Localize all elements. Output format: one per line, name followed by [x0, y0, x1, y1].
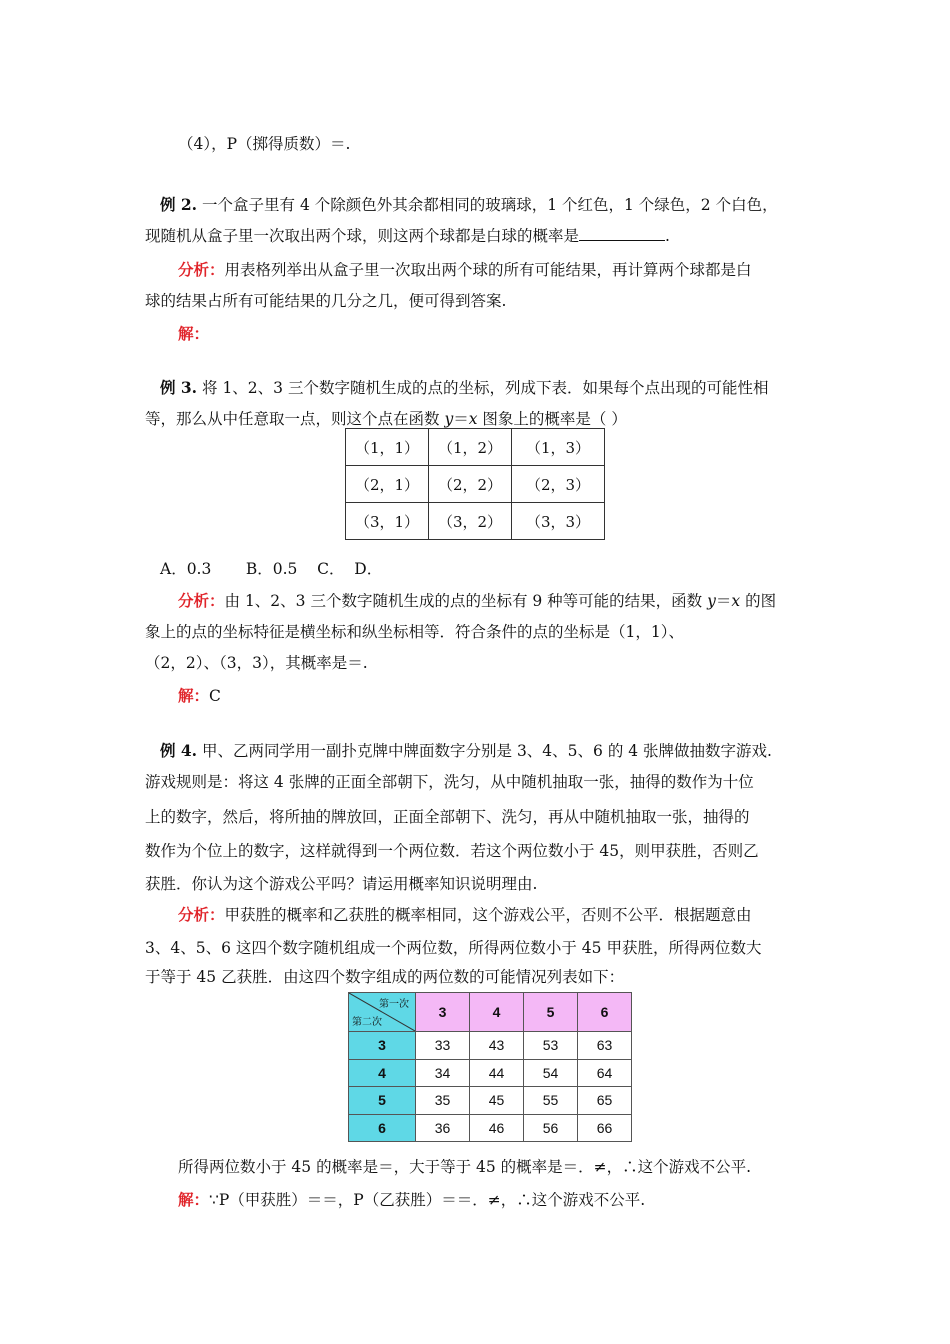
table-cell: 56: [524, 1114, 578, 1142]
ex3-analysis-line3: （2，2）、（3，3），其概率是＝.: [145, 654, 368, 672]
ex4-line4: 数作为个位上的数字，这样就得到一个两位数．若这个两位数小于 45，则甲获胜，否则乙: [145, 842, 759, 860]
corner-top-label: 第一次: [379, 999, 409, 1010]
row-header: 3: [349, 1032, 416, 1060]
equals-sign: ＝: [453, 410, 469, 428]
column-header: 5: [524, 993, 578, 1032]
ex3-line2: [145, 408, 627, 430]
table-row: [346, 466, 605, 503]
table-row: [349, 1059, 632, 1087]
answer-blank: [579, 226, 665, 241]
ex4-analysis-line2: 3、4、5、6 这四个数字随机组成一个两位数，所得两位数小于 45 甲获胜，所得两位数大: [145, 939, 762, 957]
table-cell: 43: [470, 1032, 524, 1060]
ex4-analysis-label: 分析：: [178, 905, 225, 924]
table-cell: 66: [578, 1114, 632, 1142]
table-row: [349, 1114, 632, 1142]
ex2-solution-label: 解：: [178, 324, 210, 343]
ex3-solution-value: C: [209, 687, 221, 705]
table-cell: （2，2）: [429, 466, 512, 503]
table-cell: 65: [578, 1087, 632, 1115]
row-header: 4: [349, 1059, 416, 1087]
table-cell: 34: [416, 1059, 470, 1087]
column-header: 3: [416, 993, 470, 1032]
table-cell: 45: [470, 1087, 524, 1115]
row-header: 6: [349, 1114, 416, 1142]
table-cell: （2，3）: [512, 466, 605, 503]
ex2-solution: [178, 323, 209, 345]
table-cell: 64: [578, 1059, 632, 1087]
ex4-analysis-line3: 于等于 45 乙获胜．由这四个数字组成的两位数的可能情况列表如下：: [145, 968, 625, 986]
var-y: y: [444, 410, 454, 428]
table-row: [349, 1032, 632, 1060]
ex4-solution: [178, 1189, 645, 1211]
var-x: x: [468, 410, 478, 428]
ex3-analysis-text1b: 的图: [740, 592, 777, 610]
var-y: y: [707, 592, 716, 610]
table-cell: 33: [416, 1032, 470, 1060]
table-cell: 54: [524, 1059, 578, 1087]
table-corner: [349, 993, 416, 1032]
ex4-text1: 甲、乙两同学用一副扑克牌中牌面数字分别是 3、4、5、6 的 4 张牌做抽数字游戏.: [202, 742, 772, 760]
table-cell: （3，2）: [429, 503, 512, 540]
ex2-label: 例 2.: [160, 195, 198, 214]
corner-bottom-label: 第二次: [352, 1017, 382, 1028]
ex4-analysis-text1: 甲获胜的概率和乙获胜的概率相同，这个游戏公平，否则不公平．根据题意由: [224, 906, 752, 924]
ex2-text2: 现随机从盒子里一次取出两个球，则这两个球都是白球的概率是: [145, 227, 580, 245]
table-row: [346, 429, 605, 466]
ex3-analysis-label: 分析：: [178, 591, 225, 610]
table-cell: （3，1）: [346, 503, 429, 540]
ex2-text2-end: .: [665, 227, 670, 245]
ex4-solution-text: ∵P（甲获胜）＝＝，P（乙获胜）＝＝．≠，∴这个游戏不公平.: [209, 1191, 646, 1209]
table-row: [346, 503, 605, 540]
ex4-solution-label: 解：: [178, 1190, 210, 1209]
ex2-line2: [145, 225, 670, 247]
table-cell: 44: [470, 1059, 524, 1087]
table-cell: （3，3）: [512, 503, 605, 540]
ex3-text2b: 图象上的概率是（ ）: [477, 410, 627, 428]
table-cell: 36: [416, 1114, 470, 1142]
ex3-text2a: 等，那么从中任意取一点，则这个点在函数: [145, 410, 445, 428]
table-cell: 63: [578, 1032, 632, 1060]
table-cell: 35: [416, 1087, 470, 1115]
ex2-line1: [160, 194, 778, 216]
table-cell: （2，1）: [346, 466, 429, 503]
ex2-analysis-line1: [178, 259, 752, 281]
ex2-text1: 一个盒子里有 4 个除颜色外其余都相同的玻璃球，1 个红色，1 个绿色，2 个白色，: [202, 196, 778, 214]
ex2-analysis-text1: 用表格列举出从盒子里一次取出两个球的所有可能结果，再计算两个球都是白: [224, 261, 752, 279]
ex4-line2: 游戏规则是：将这 4 张牌的正面全部朝下，洗匀，从中随机抽取一张，抽得的数作为十位: [145, 773, 754, 791]
ex3-analysis-line2: 象上的点的坐标特征是横坐标和纵坐标相等．符合条件的点的坐标是（1，1）、: [145, 623, 684, 641]
ex3-text1: 将 1、2、3 三个数字随机生成的点的坐标，列成下表．如果每个点出现的可能性相: [202, 379, 769, 397]
table-cell: 55: [524, 1087, 578, 1115]
ex3-label: 例 3.: [160, 378, 198, 397]
table-cell: 53: [524, 1032, 578, 1060]
equals-sign: ＝: [715, 592, 732, 610]
ex3-options: A．0.3 B．0.5 C． D．: [160, 560, 383, 578]
table-cell: （1，2）: [429, 429, 512, 466]
q4-line: （4），P（掷得质数）＝.: [178, 135, 351, 153]
ex4-line3: 上的数字，然后，将所抽的牌放回，正面全部朝下、洗匀，再从中随机抽取一张，抽得的: [145, 808, 750, 826]
table-cell: 46: [470, 1114, 524, 1142]
ex2-analysis-line2: 球的结果占所有可能结果的几分之几，便可得到答案.: [145, 292, 507, 310]
coordinate-table: [345, 428, 605, 540]
table-cell: （1，1）: [346, 429, 429, 466]
column-header: 6: [578, 993, 632, 1032]
ex4-line1: [160, 740, 772, 762]
ex2-analysis-label: 分析：: [178, 260, 225, 279]
ex4-label: 例 4.: [160, 741, 198, 760]
row-header: 5: [349, 1087, 416, 1115]
var-x: x: [731, 592, 741, 610]
ex4-analysis-line1: [178, 904, 752, 926]
column-header: 4: [470, 993, 524, 1032]
ex4-conclusion: 所得两位数小于 45 的概率是＝，大于等于 45 的概率是＝．≠，∴这个游戏不公平.: [178, 1158, 752, 1176]
table-cell: （1，3）: [512, 429, 605, 466]
ex3-line1: [160, 377, 768, 399]
ex3-analysis-text1a: 由 1、2、3 三个数字随机生成的点的坐标有 9 种等可能的结果，函数: [224, 592, 708, 610]
ex3-solution: [178, 685, 221, 707]
table-header-row: [349, 993, 632, 1032]
table-row: [349, 1087, 632, 1115]
ex4-line5: 获胜．你认为这个游戏公平吗？请运用概率知识说明理由.: [145, 875, 538, 893]
two-digit-table: [348, 992, 632, 1142]
ex3-solution-label: 解：: [178, 686, 210, 705]
ex3-analysis-line1: [178, 590, 776, 612]
